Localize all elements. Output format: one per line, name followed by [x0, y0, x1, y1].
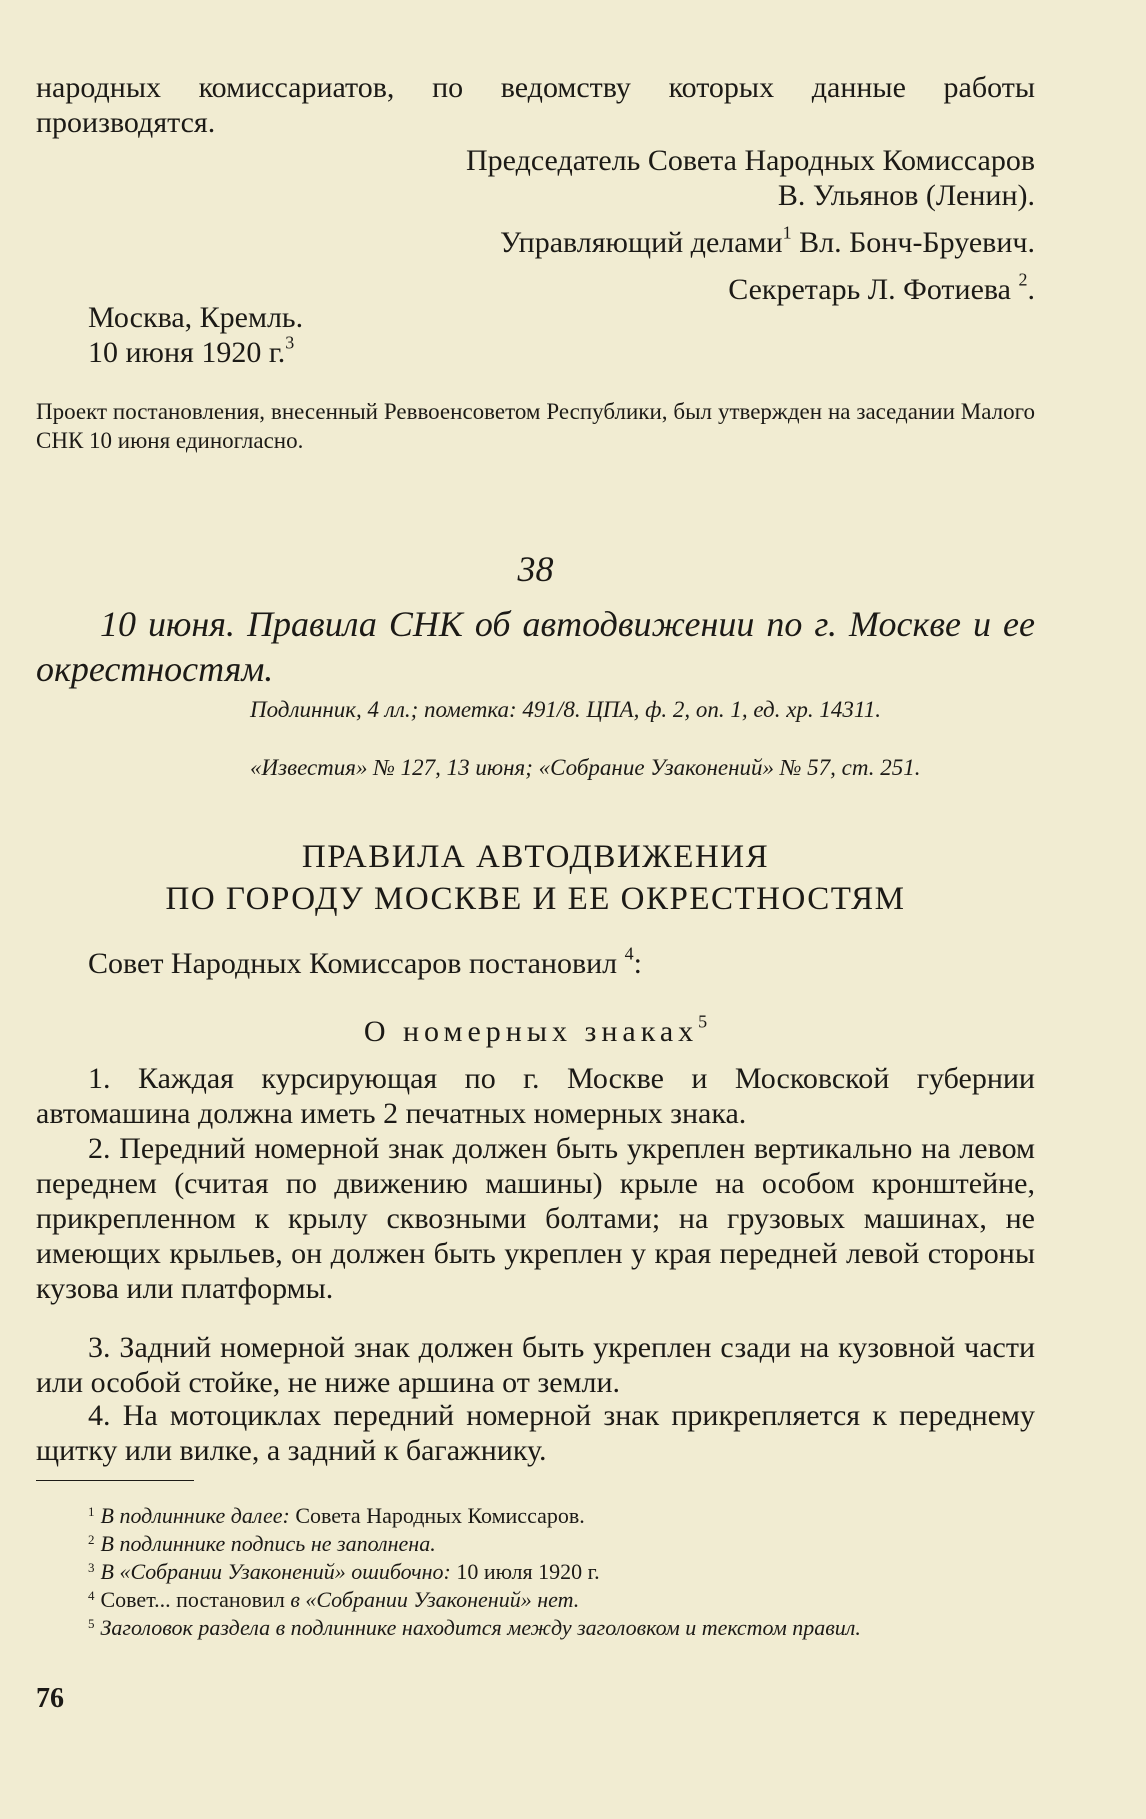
footnote-ref-1: 1	[782, 222, 792, 243]
footnote-plain: 10 июля 1920 г.	[456, 1559, 600, 1584]
date	[88, 332, 588, 370]
footnote-italic: В подлиннике подпись не заполнена.	[100, 1531, 436, 1556]
footnote-number: 3	[88, 1560, 95, 1575]
signature-secretary-name: Секретарь Л. Фотиева	[728, 273, 1011, 306]
footnote-italic: в «Собрании Узаконений» нет.	[290, 1587, 580, 1612]
document-number: 38	[517, 549, 554, 589]
place: Москва, Кремль.	[88, 301, 304, 334]
footnote-number: 5	[88, 1616, 95, 1631]
footnote-plain: Совет... постановил	[100, 1587, 285, 1612]
section-title	[36, 1011, 1035, 1049]
signature-chairman-name: В. Ульянов (Ленин).	[777, 179, 1035, 212]
footnote-ref-2: 2	[1018, 269, 1028, 290]
rule-item-1: 1. Каждая курсирующая по г. Москве и Московской губернии автомашина должна иметь 2 печатных номерных знака.	[36, 1062, 1035, 1130]
footnote-ref-5: 5	[698, 1011, 708, 1032]
footnote-italic: Заголовок раздела в подлиннике находится между заголовком и текстом правил.	[100, 1615, 861, 1640]
footnote-5	[36, 1610, 1035, 1642]
section-title-text: О номерных знаках	[363, 1015, 699, 1048]
footnote-number: 4	[88, 1588, 95, 1603]
page-number: 76	[36, 1683, 64, 1714]
continuation-paragraph: народных комиссариатов, по ведомству которых данные работы производятся.	[36, 71, 1035, 139]
preamble	[88, 943, 1035, 981]
signature-manager-title: Управляющий делами	[500, 226, 783, 259]
rule-item-4: 4. На мотоциклах передний номерной знак прикрепляется к переднему щитку или вилке, а задний к багажнику.	[36, 1399, 1035, 1467]
rule-item-3: 3. Задний номерной знак должен быть укреплен сзади на кузовной части или особой стойке, не ниже аршина от земли.	[36, 1331, 1035, 1399]
signature-manager	[36, 222, 1035, 260]
preamble-text: Совет Народных Комиссаров постановил	[88, 947, 618, 980]
preamble-colon: :	[633, 947, 642, 980]
footnote-ref-3: 3	[285, 332, 295, 353]
footnote-italic: В подлиннике далее:	[100, 1503, 290, 1528]
document-title: 10 июня. Правила СНК об автодвижении по г. Москве и ее окрестностям.	[36, 604, 1035, 689]
source-archive: Подлинник, 4 лл.; пометка: 491/8. ЦПА, ф. 2, оп. 1, ед. хр. 14311.	[250, 697, 881, 722]
footnote-plain: Совета Народных Комиссаров.	[295, 1503, 585, 1528]
footnote-italic: В «Собрании Узаконений» ошибочно:	[100, 1559, 451, 1584]
signature-chairman-title: Председатель Совета Народных Комиссаров	[466, 144, 1035, 177]
date-text: 10 июня 1920 г.	[88, 336, 286, 369]
footnote-divider	[36, 1480, 194, 1481]
footnote-ref-4: 4	[624, 943, 634, 964]
rule-item-2: 2. Передний номерной знак должен быть укреплен вертикально на левом переднем (считая по движению машины) крыле на особом кронштейне, прикрепленном к крылу сквозными болтами; на грузовых машинах, не имеющих крыльев, он должен быть укреплен у края передней левой стороны кузова или платформы.	[36, 1132, 1035, 1305]
rules-heading-line-1: ПРАВИЛА АВТОДВИЖЕНИЯ	[301, 839, 770, 875]
footnote-number: 1	[88, 1504, 95, 1519]
rules-heading-line-2: ПО ГОРОДУ МОСКВЕ И ЕЕ ОКРЕСТНОСТЯМ	[165, 881, 906, 917]
signature-secretary-period: .	[1027, 273, 1035, 306]
footnote-number: 2	[88, 1532, 95, 1547]
source-publication: «Известия» № 127, 13 июня; «Собрание Узаконений» № 57, ст. 251.	[250, 755, 921, 780]
signature-manager-name: Вл. Бонч-Бруевич.	[799, 226, 1035, 259]
editorial-note: Проект постановления, внесенный Реввоенсоветом Республики, был утвержден на заседании Малого СНК 10 июня единогласно.	[36, 399, 1035, 453]
